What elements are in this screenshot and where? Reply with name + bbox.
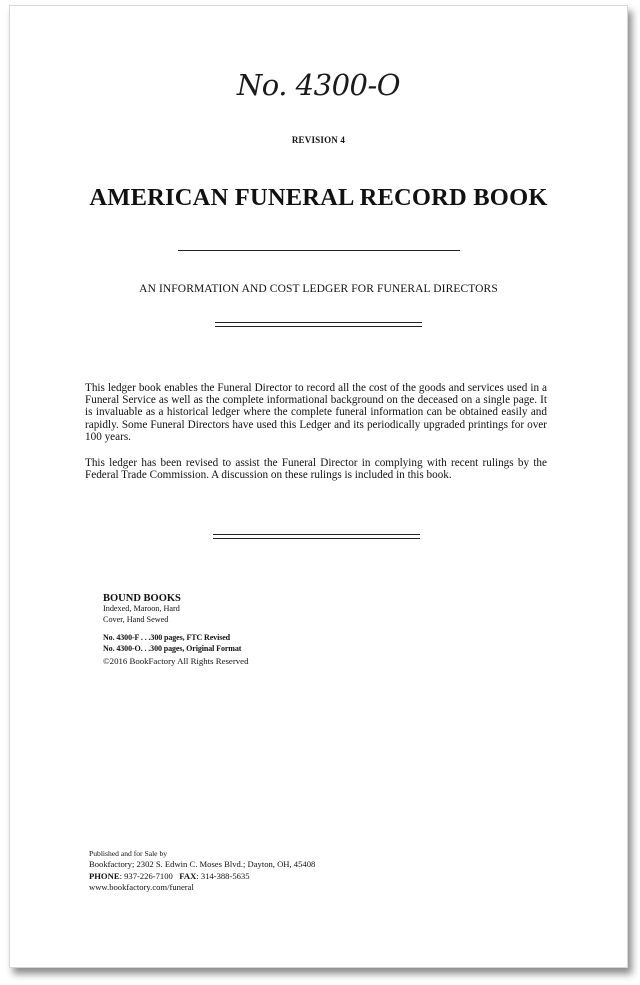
document-page — [9, 5, 628, 968]
revision-label: REVISION 4 — [291, 135, 346, 145]
edition-line-4300o: No. 4300-O. . .300 pages, Original Format — [103, 644, 242, 653]
fax-number: : 314-388-5635 — [196, 870, 250, 881]
fax-label: FAX — [179, 870, 197, 881]
phone-number: : 937-226-7100 — [119, 870, 173, 881]
description-paragraph-1: This ledger book enables the Funeral Director to record all the cost of the goods and services used in a Funeral Service as well as the complete informational background on the deceased on a single page. It is invaluable as a historical ledger where the complete funeral information can be obtained easily and rapidly. Some Funeral Directors have used this Ledger and its periodically upgraded printings for over 100 years. — [85, 382, 547, 443]
double-divider-top — [215, 322, 422, 327]
publisher-website: www.bookfactory.com/funeral — [89, 881, 194, 892]
bound-books-description-line: Cover, Hand Sewed — [103, 614, 169, 624]
bound-books-heading: BOUND BOOKS — [103, 593, 181, 604]
publisher-address: Bookfactory; 2302 S. Edwin C. Moses Blvd.; Dayton, OH, 45408 — [89, 859, 316, 870]
publisher-intro: Published and for Sale by — [89, 849, 168, 858]
description-paragraph-2: This ledger has been revised to assist the Funeral Director in complying with recent rulings by the Federal Trade Commission. A discussion on these rulings is included in this book. — [85, 457, 547, 482]
bound-books-description-line: Indexed, Maroon, Hard — [103, 604, 180, 613]
publisher-contact — [89, 871, 315, 882]
edition-line-4300f: No. 4300-F . . .300 pages, FTC Revised — [103, 633, 231, 642]
phone-label: PHONE — [89, 870, 120, 881]
double-divider-bottom — [213, 534, 420, 539]
title-divider — [178, 250, 460, 251]
bound-books-description — [103, 604, 180, 625]
book-subtitle: AN INFORMATION AND COST LEDGER FOR FUNERAL DIRECTORS — [139, 283, 498, 295]
publisher-info — [89, 848, 315, 893]
book-title: AMERICAN FUNERAL RECORD BOOK — [89, 184, 548, 211]
form-number: No. 4300-O — [236, 68, 401, 102]
copyright-notice: ©2016 BookFactory All Rights Reserved — [103, 656, 249, 666]
